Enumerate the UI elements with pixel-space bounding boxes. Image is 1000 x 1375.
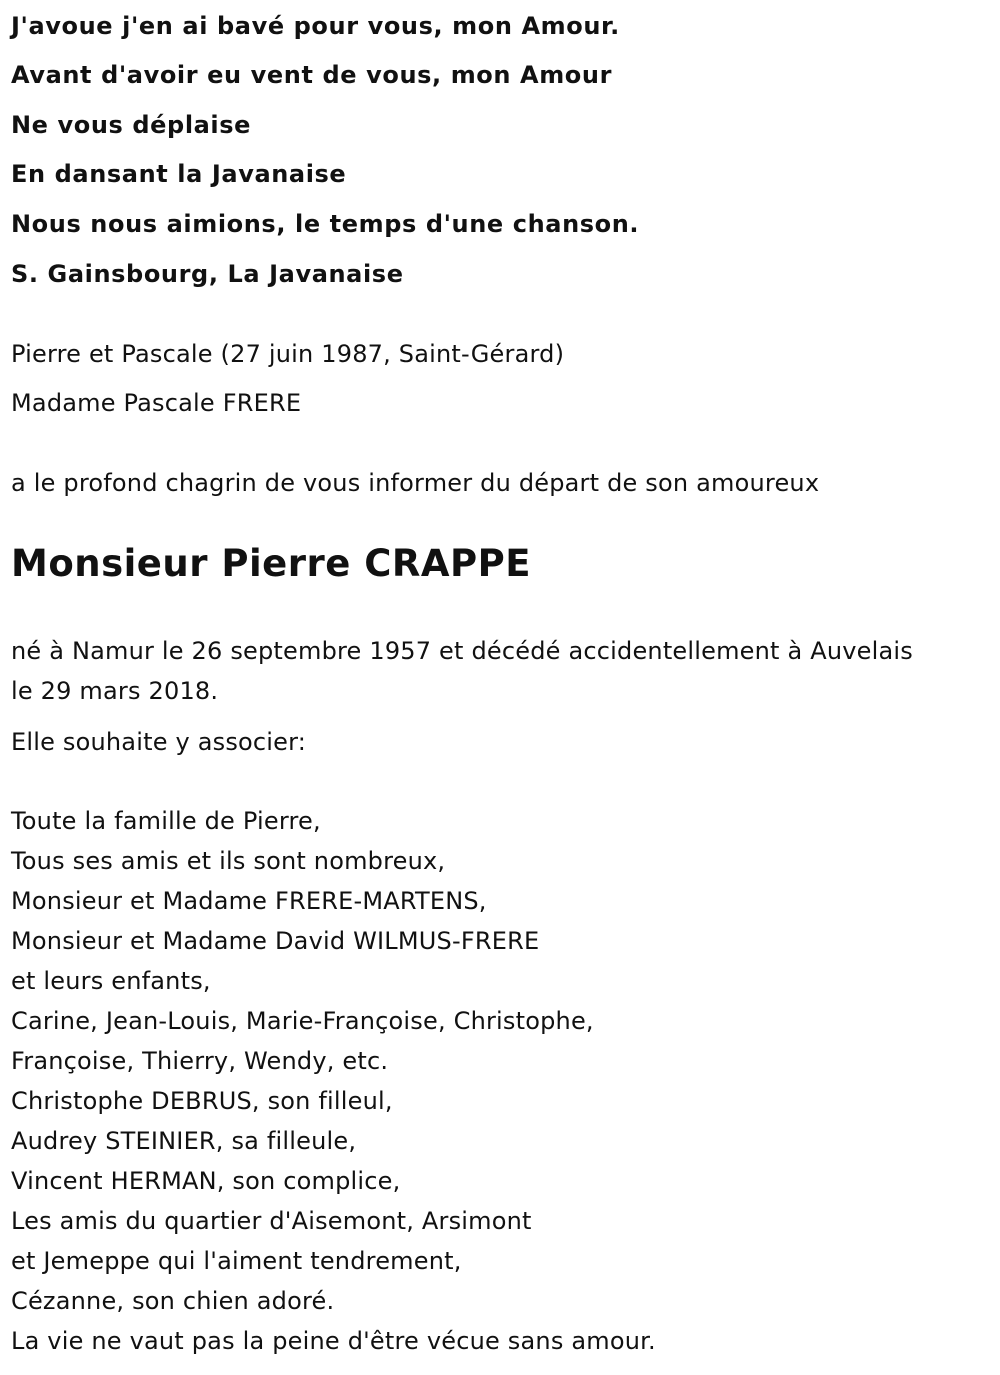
signatory-line: Madame Pascale FRERE (11, 389, 302, 417)
associate-line: Les amis du quartier d'Aisemont, Arsimont (11, 1207, 532, 1235)
announcement-text: a le profond chagrin de vous informer du départ de son amoureux (11, 469, 820, 497)
closing-line: La vie ne vaut pas la peine d'être vécue sans amour. (11, 1327, 656, 1355)
poem-line: En dansant la Javanaise (11, 160, 347, 188)
associate-line: Cézanne, son chien adoré. (11, 1287, 335, 1315)
poem-attribution: S. Gainsbourg, La Javanaise (11, 260, 404, 288)
associate-line: Carine, Jean-Louis, Marie-Françoise, Christophe, (11, 1007, 594, 1035)
associate-line: Monsieur et Madame David WILMUS-FRERE (11, 927, 540, 955)
poem-line: J'avoue j'en ai bavé pour vous, mon Amour. (11, 12, 620, 40)
poem-line: Avant d'avoir eu vent de vous, mon Amour (11, 61, 613, 89)
signatory-line: Pierre et Pascale (27 juin 1987, Saint-Gérard) (11, 340, 565, 368)
associate-intro: Elle souhaite y associer: (11, 728, 307, 756)
associate-line: et Jemeppe qui l'aiment tendrement, (11, 1247, 462, 1275)
associate-line: Toute la famille de Pierre, (11, 807, 321, 835)
associate-line: Christophe DEBRUS, son filleul, (11, 1087, 393, 1115)
associate-line: Françoise, Thierry, Wendy, etc. (11, 1047, 389, 1075)
birth-death-line: né à Namur le 26 septembre 1957 et décédé accidentellement à Auvelais (11, 637, 913, 665)
poem-line: Nous nous aimions, le temps d'une chanson. (11, 210, 640, 238)
associate-line: Vincent HERMAN, son complice, (11, 1167, 401, 1195)
associate-line: Audrey STEINIER, sa filleule, (11, 1127, 357, 1155)
associate-line: Tous ses amis et ils sont nombreux, (11, 847, 446, 875)
associate-line: Monsieur et Madame FRERE-MARTENS, (11, 887, 487, 915)
birth-death-line: le 29 mars 2018. (11, 677, 219, 705)
deceased-name: Monsieur Pierre CRAPPE (11, 542, 532, 585)
associate-line: et leurs enfants, (11, 967, 211, 995)
poem-line: Ne vous déplaise (11, 111, 252, 139)
